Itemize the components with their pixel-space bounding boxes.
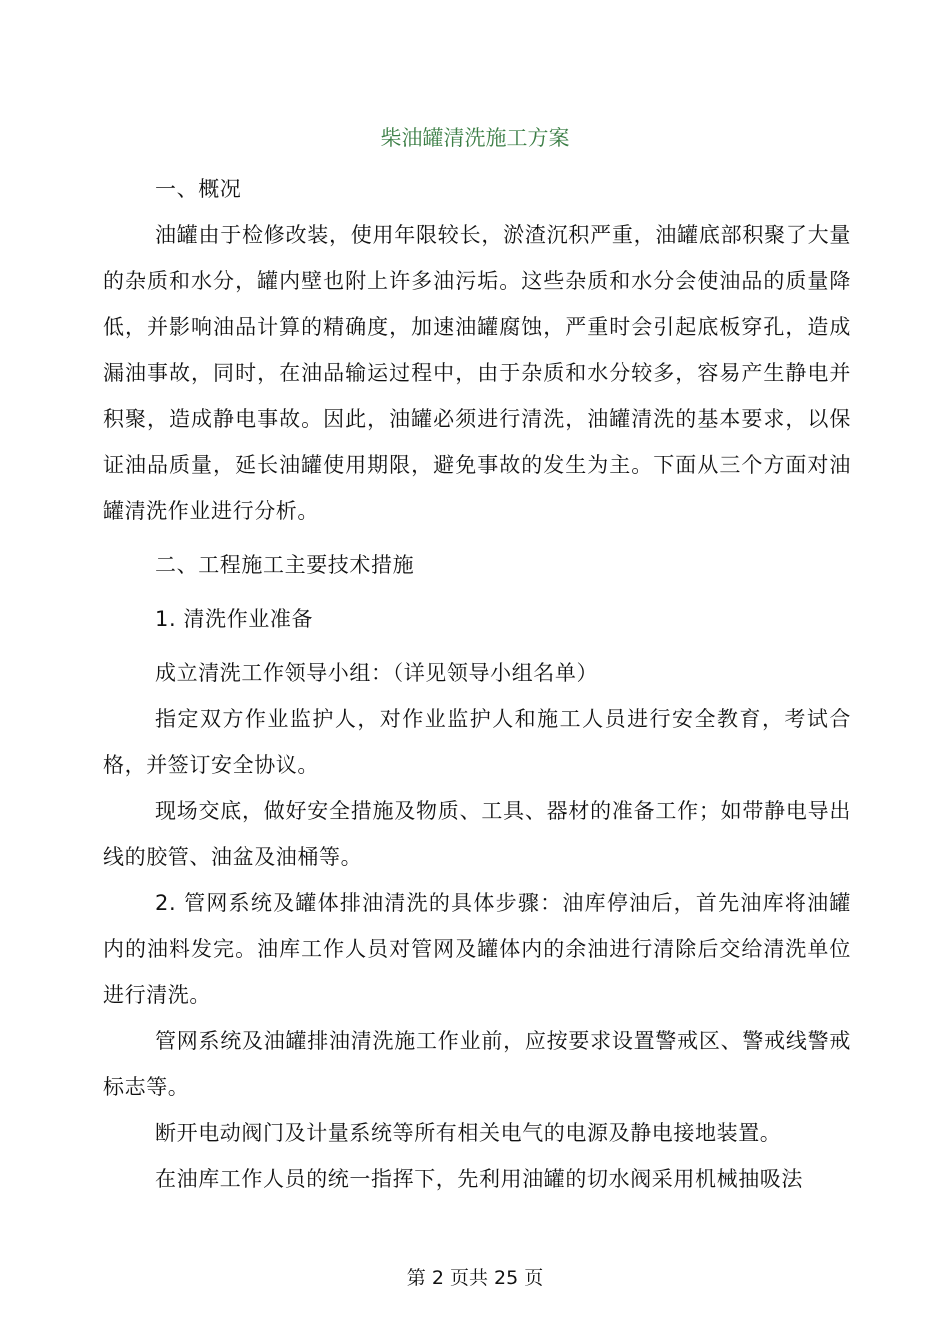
heading-cleaning-preparation: 1. 清洗作业准备	[155, 607, 314, 631]
heading-overview: 一、概况	[155, 177, 242, 201]
paragraph-mechanical-suction: 在油库工作人员的统一指挥下，先利用油罐的切水阀采用机械抽吸法	[155, 1167, 803, 1191]
page-number: 第 2 页共 25 页	[406, 1267, 544, 1289]
paragraph-overview: 油罐由于检修改装，使用年限较长，淤渣沉积严重，油罐底部积聚了大量的杂质和水分，罐内壁也附上许多油污垢。这些杂质和水分会使油品的质量降低，并影响油品计算的精确度，加速油罐腐蚀，严重时会引起底板穿孔，造成漏油事故，同时，在油品输运过程中，由于杂质和水分较多，容易产生静电并积聚，造成静电事故。因此，油罐必须进行清洗，油罐清洗的基本要求，以保证油品质量，延长油罐使用期限，避免事故的发生为主。下面从三个方面对油罐清洗作业进行分析。	[103, 223, 851, 523]
paragraph-supervisors: 指定双方作业监护人，对作业监护人和施工人员进行安全教育，考试合格，并签订安全协议。	[103, 707, 851, 777]
document-body	[103, 166, 851, 1202]
paragraph-warning-zone: 管网系统及油罐排油清洗施工作业前，应按要求设置警戒区、警戒线警戒标志等。	[103, 1029, 851, 1099]
paragraph-power-off: 断开电动阀门及计量系统等所有相关电气的电源及静电接地装置。	[155, 1121, 782, 1145]
document-title: 柴油罐清洗施工方案	[380, 126, 570, 150]
paragraph-leadership-group: 成立清洗工作领导小组：（详见领导小组名单）	[155, 661, 599, 685]
heading-technical-measures: 二、工程施工主要技术措施	[155, 553, 415, 577]
paragraph-site-briefing: 现场交底，做好安全措施及物质、工具、器材的准备工作；如带静电导出线的胶管、油盆及油桶等。	[103, 799, 851, 869]
paragraph-drain-steps: 2. 管网系统及罐体排油清洗的具体步骤：油库停油后，首先油库将油罐内的油料发完。油库工作人员对管网及罐体内的余油进行清除后交给清洗单位进行清洗。	[103, 891, 851, 1007]
